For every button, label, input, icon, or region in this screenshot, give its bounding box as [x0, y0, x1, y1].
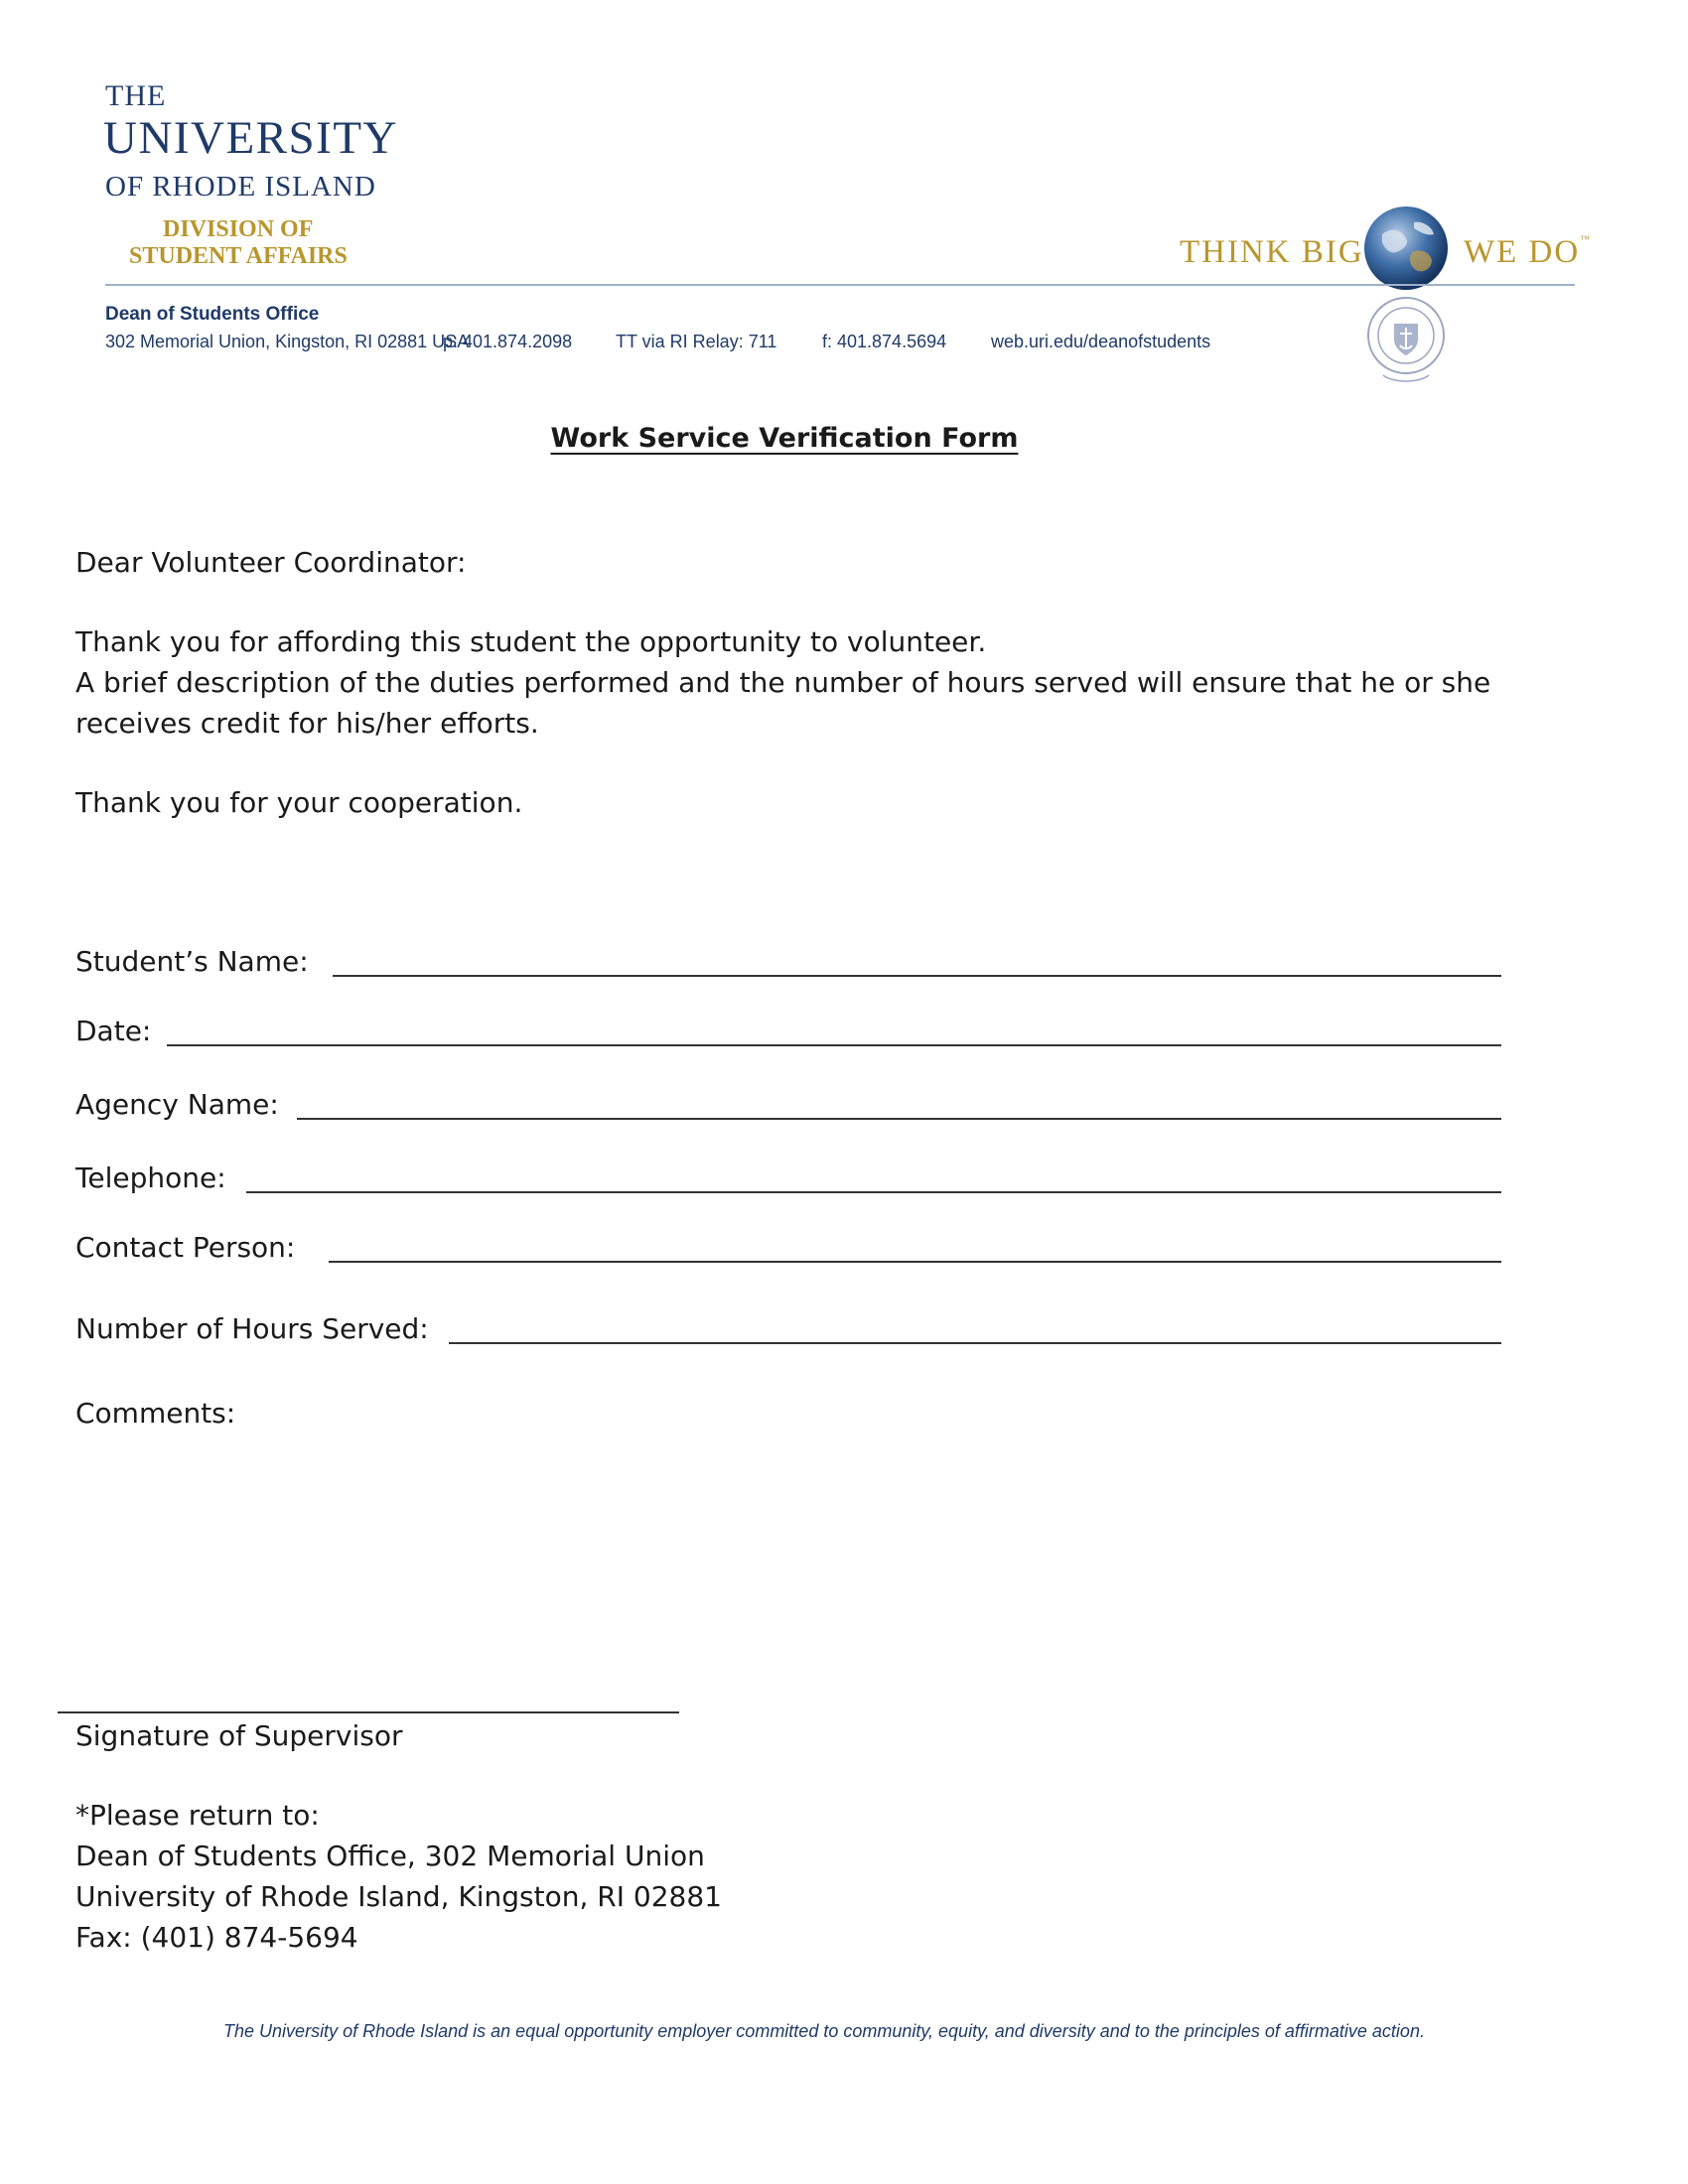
- greeting: Dear Volunteer Coordinator:: [75, 546, 467, 579]
- office-website[interactable]: web.uri.edu/deanofstudents: [991, 332, 1211, 351]
- telephone-label: Telephone:: [75, 1161, 226, 1194]
- contact-person-row: [75, 1231, 1501, 1265]
- return-address: [75, 1795, 722, 1958]
- hours-served-row: [75, 1312, 1501, 1346]
- intro-paragraph: [75, 621, 1545, 744]
- division-line2: STUDENT AFFAIRS: [129, 243, 348, 269]
- return-line: *Please return to:: [75, 1799, 320, 1832]
- globe-icon: [1362, 205, 1450, 292]
- student-name-row: [75, 945, 1501, 979]
- office-phone: p: 401.874.2098: [443, 332, 573, 351]
- paragraph-line: A brief description of the duties performed and the number of hours served will ensure that he or she: [75, 666, 1491, 699]
- agency-name-label: Agency Name:: [75, 1088, 279, 1121]
- hours-served-label: Number of Hours Served:: [75, 1312, 429, 1345]
- office-name: Dean of Students Office: [105, 304, 320, 325]
- trademark-mark: ™: [1580, 234, 1593, 245]
- tagline-we-do: WE DO™: [1464, 234, 1593, 270]
- telephone-field[interactable]: [246, 1161, 1501, 1193]
- return-line: Dean of Students Office, 302 Memorial Union: [75, 1840, 705, 1872]
- contact-person-field[interactable]: [329, 1231, 1501, 1263]
- hours-served-field[interactable]: [449, 1312, 1501, 1344]
- logo-the: THE: [105, 79, 167, 112]
- comments-label: Comments:: [75, 1397, 236, 1430]
- office-fax: f: 401.874.5694: [822, 332, 947, 351]
- date-row: [75, 1015, 1501, 1048]
- division-line1: DIVISION OF: [163, 216, 314, 242]
- equal-opportunity-statement: The University of Rhode Island is an equal opportunity employer committed to community, equity, and diversity and to the principles of affirmative action.: [223, 2021, 1425, 2041]
- contact-person-label: Contact Person:: [75, 1231, 296, 1264]
- paragraph-line: receives credit for his/her efforts.: [75, 707, 539, 740]
- paragraph-line: Thank you for affording this student the opportunity to volunteer.: [75, 625, 987, 658]
- student-name-field[interactable]: [333, 945, 1501, 977]
- telephone-row: [75, 1161, 1501, 1195]
- office-relay: TT via RI Relay: 711: [616, 332, 777, 351]
- tagline-think-big: THINK BIG: [1180, 234, 1364, 270]
- signature-label: Signature of Supervisor: [75, 1719, 403, 1752]
- date-label: Date:: [75, 1015, 152, 1047]
- agency-name-row: [75, 1088, 1501, 1122]
- contact-row: [105, 332, 1210, 352]
- logo-rhode-island: OF RHODE ISLAND: [105, 171, 376, 203]
- closing-line: Thank you for your cooperation.: [75, 786, 523, 819]
- agency-name-field[interactable]: [297, 1088, 1501, 1120]
- student-name-label: Student’s Name:: [75, 945, 309, 978]
- form-title: Work Service Verification Form: [550, 423, 1019, 454]
- signature-line[interactable]: [58, 1711, 679, 1713]
- header-divider: [105, 284, 1575, 286]
- division-label: [129, 216, 377, 270]
- return-line: Fax: (401) 874-5694: [75, 1921, 358, 1954]
- university-seal-icon: [1363, 294, 1449, 389]
- office-address: 302 Memorial Union, Kingston, RI 02881 USA: [105, 332, 470, 351]
- return-line: University of Rhode Island, Kingston, RI 02881: [75, 1880, 722, 1913]
- logo-university: UNIVERSITY: [103, 112, 398, 164]
- date-field[interactable]: [167, 1015, 1501, 1046]
